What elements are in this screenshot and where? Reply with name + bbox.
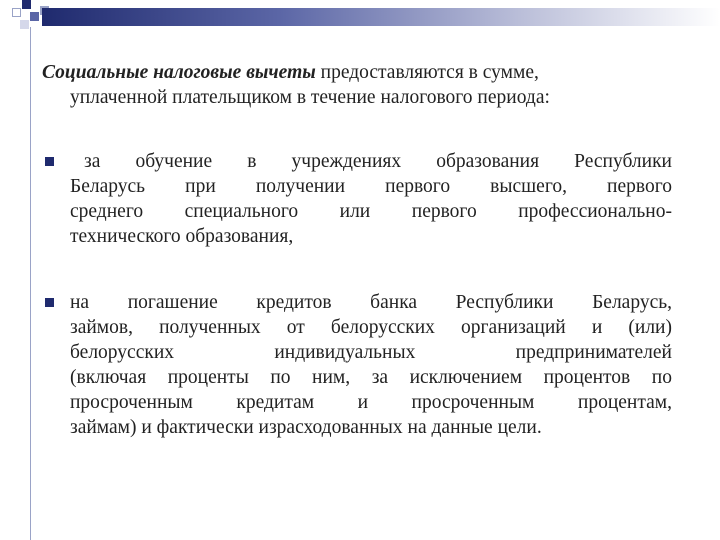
- header-gradient-bar: [42, 8, 720, 26]
- square-bullet-icon: [45, 157, 54, 166]
- intro-bold-phrase: Социальные налоговые вычеты: [42, 62, 316, 83]
- bullet-line: на погашение кредитов банка Республики Беларусь,: [70, 292, 672, 313]
- intro-line2: уплаченной плательщиком в течение налогового периода:: [70, 87, 550, 108]
- slide-body: [42, 60, 672, 440]
- intro-paragraph: [42, 60, 672, 110]
- bullet-item-education: [42, 149, 672, 249]
- bullet-line: технического образования,: [70, 226, 294, 247]
- intro-line1-rest: предоставляются в сумме,: [315, 62, 539, 83]
- square-bullet-icon: [45, 298, 54, 307]
- bullet-line: белорусских индивидуальных предпринимателей: [70, 342, 672, 363]
- bullet-line: за обучение в учреждениях образования Республики: [84, 151, 672, 172]
- left-vertical-rule: [30, 27, 31, 540]
- bullet-line: займов, полученных от белорусских организаций и (или): [70, 317, 672, 338]
- bullet-item-loans: [42, 290, 672, 440]
- bullet-line: займам) и фактически израсходованных на данные цели.: [70, 417, 542, 438]
- decor-square: [22, 0, 31, 9]
- bullet-line: просроченным кредитам и просроченным процентам,: [70, 392, 672, 413]
- decor-square: [30, 12, 39, 21]
- bullet-line: среднего специального или первого профессионально-: [70, 201, 672, 222]
- decor-square: [12, 8, 21, 17]
- decor-square: [20, 20, 29, 29]
- bullet-line: (включая проценты по ним, за исключением процентов по: [70, 367, 672, 388]
- bullet-line: Беларусь при получении первого высшего, первого: [70, 176, 672, 197]
